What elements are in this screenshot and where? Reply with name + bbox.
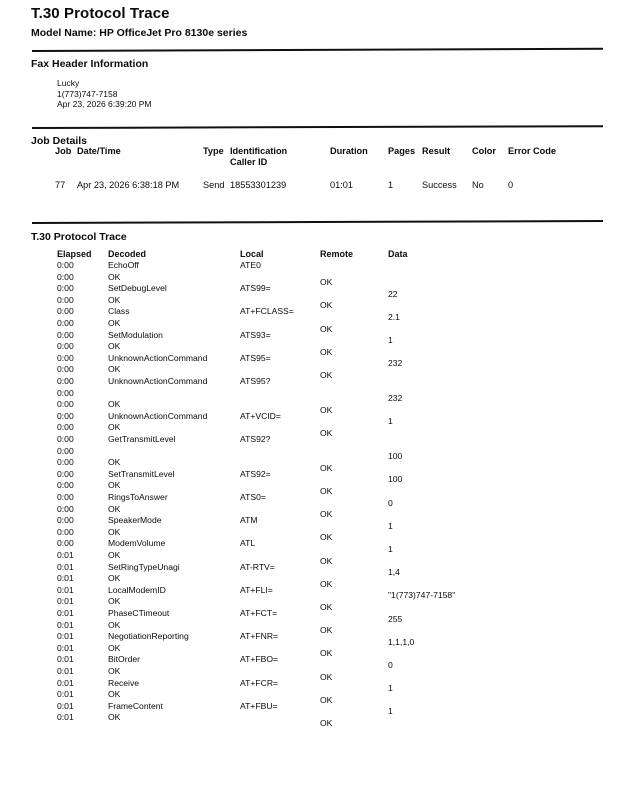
job-row-duration: 01:01 <box>330 180 353 190</box>
trace-cell-data: 232 <box>388 393 403 404</box>
trace-cell-data: 1,1,1,0 <box>388 636 415 647</box>
trace-cell-elapsed: 0:01 <box>57 677 74 688</box>
job-row-pages: 1 <box>388 180 394 190</box>
fax-header-name: Lucky <box>57 78 80 88</box>
page-title: T.30 Protocol Trace <box>31 5 170 22</box>
fax-header-heading: Fax Header Information <box>31 58 149 70</box>
job-row-result: Success <box>422 180 457 190</box>
trace-cell-data: 2.1 <box>388 311 400 322</box>
divider-top <box>32 48 603 52</box>
trace-cell-elapsed: 0:00 <box>57 538 74 549</box>
trace-cell-decoded: OK <box>108 642 121 653</box>
trace-cell-decoded: SetRingTypeUnagi <box>108 561 180 572</box>
trace-cell-elapsed: 0:00 <box>57 492 74 502</box>
trace-cell-elapsed: 0:01 <box>57 584 74 595</box>
trace-cell-local: AT+FCR= <box>240 677 279 688</box>
trace-cell-data: 232 <box>388 358 403 369</box>
trace-cell-decoded: OK <box>108 364 121 375</box>
trace-row <box>0 666 635 682</box>
trace-cell-elapsed: 0:01 <box>57 608 74 618</box>
trace-cell-local: ATS92= <box>240 468 271 479</box>
column-header-color: Color <box>472 146 496 156</box>
trace-cell-decoded: OK <box>108 712 121 723</box>
trace-row <box>0 503 635 520</box>
trace-cell-decoded: SetTransmitLevel <box>108 468 175 479</box>
trace-cell-remote: OK <box>320 532 333 543</box>
trace-cell-decoded: BitOrder <box>108 654 140 665</box>
trace-cell-local: ATS95? <box>240 376 271 386</box>
trace-cell-elapsed: 0:00 <box>57 260 74 270</box>
trace-column-header-data: Data <box>388 249 408 259</box>
trace-cell-decoded: NegotiationReporting <box>108 631 189 642</box>
trace-cell-elapsed: 0:01 <box>57 654 74 665</box>
trace-cell-decoded: OK <box>108 399 121 410</box>
trace-cell-remote: OK <box>320 369 333 380</box>
trace-row <box>0 550 635 566</box>
trace-row <box>0 584 635 601</box>
column-header-datetime: Date/Time <box>77 146 121 156</box>
column-header-identification: Identification <box>230 146 288 156</box>
job-row-type: Send <box>203 180 225 190</box>
trace-cell-local: ATS93= <box>240 329 271 340</box>
trace-cell-decoded: PhaseCTimeout <box>108 608 170 618</box>
column-header-pages: Pages <box>388 146 416 156</box>
trace-cell-elapsed: 0:00 <box>57 422 74 433</box>
trace-cell-elapsed: 0:01 <box>57 712 74 723</box>
trace-row <box>0 294 635 311</box>
trace-cell-decoded: UnknownActionCommand <box>108 352 208 363</box>
divider-middle <box>32 125 603 129</box>
trace-cell-decoded: GetTransmitLevel <box>108 434 176 444</box>
job-row-color: No <box>472 180 484 190</box>
trace-row <box>0 271 635 288</box>
trace-cell-data: 100 <box>388 474 403 485</box>
trace-cell-local: ATS95= <box>240 352 271 363</box>
trace-cell-data: 1 <box>388 683 393 694</box>
trace-cell-decoded: UnknownActionCommand <box>108 376 208 386</box>
trace-row <box>0 283 635 299</box>
fax-header-block <box>57 78 152 110</box>
divider-bottom <box>32 220 603 224</box>
trace-row <box>0 387 635 404</box>
trace-row <box>0 422 635 438</box>
trace-cell-elapsed: 0:00 <box>57 341 74 352</box>
trace-cell-local: AT+FBO= <box>240 654 279 665</box>
trace-row <box>0 306 635 322</box>
column-header-result: Result <box>422 146 451 156</box>
trace-cell-elapsed: 0:01 <box>57 619 74 630</box>
trace-row <box>0 352 635 369</box>
trace-cell-elapsed: 0:01 <box>57 689 74 700</box>
trace-column-header-local: Local <box>240 249 264 259</box>
trace-column-header-remote: Remote <box>320 249 354 259</box>
trace-cell-data: 1 <box>388 543 393 554</box>
trace-cell-local: AT+VCID= <box>240 410 281 421</box>
trace-cell-elapsed: 0:00 <box>57 468 74 479</box>
trace-cell-local: AT+FCLASS= <box>240 306 294 317</box>
trace-cell-elapsed: 0:01 <box>57 666 74 676</box>
trace-cell-elapsed: 0:01 <box>57 573 74 584</box>
trace-row <box>0 700 635 717</box>
trace-cell-decoded: SpeakerMode <box>108 515 162 526</box>
trace-cell-remote: OK <box>320 578 333 589</box>
trace-cell-elapsed: 0:01 <box>57 561 74 572</box>
trace-row <box>0 712 635 728</box>
trace-cell-remote: OK <box>320 485 333 496</box>
trace-cell-remote: OK <box>320 404 333 415</box>
trace-row <box>0 677 635 694</box>
trace-cell-remote: OK <box>320 671 333 682</box>
trace-column-header-decoded: Decoded <box>108 249 147 259</box>
trace-cell-local: ATS92? <box>240 434 271 444</box>
trace-row <box>0 434 635 446</box>
trace-cell-decoded: LocalModemID <box>108 584 166 595</box>
trace-cell-data: 1 <box>388 416 393 427</box>
fax-header-datetime: Apr 23, 2026 6:39:20 PM <box>57 99 152 109</box>
trace-cell-elapsed: 0:00 <box>57 387 74 398</box>
trace-cell-elapsed: 0:00 <box>57 434 74 444</box>
trace-row <box>0 410 635 427</box>
trace-cell-local: ATM <box>240 515 258 526</box>
trace-row <box>0 445 635 462</box>
job-row-identification: 18553301239 <box>230 180 287 190</box>
trace-cell-decoded: OK <box>108 550 121 560</box>
trace-cell-elapsed: 0:00 <box>57 410 74 421</box>
trace-cell-data: 255 <box>388 613 403 624</box>
trace-row <box>0 608 635 624</box>
trace-cell-elapsed: 0:00 <box>57 445 74 456</box>
trace-cell-remote: OK <box>320 601 333 612</box>
trace-cell-elapsed: 0:01 <box>57 550 74 560</box>
trace-row <box>0 642 635 659</box>
trace-cell-decoded: OK <box>108 480 121 491</box>
trace-cell-decoded: OK <box>108 318 121 328</box>
trace-cell-elapsed: 0:00 <box>57 329 74 340</box>
trace-cell-local: AT+FCT= <box>240 608 278 618</box>
trace-cell-elapsed: 0:00 <box>57 480 74 491</box>
trace-row <box>0 376 635 388</box>
trace-cell-local: AT+FBU= <box>240 700 278 711</box>
trace-cell-decoded: UnknownActionCommand <box>108 410 208 421</box>
trace-row <box>0 329 635 346</box>
trace-cell-decoded: OK <box>108 294 121 305</box>
trace-cell-elapsed: 0:01 <box>57 700 74 711</box>
trace-cell-decoded: OK <box>108 271 121 282</box>
trace-cell-decoded: OK <box>108 596 121 607</box>
trace-row <box>0 399 635 415</box>
trace-cell-elapsed: 0:00 <box>57 271 74 282</box>
trace-row <box>0 538 635 554</box>
trace-cell-decoded: OK <box>108 619 121 630</box>
trace-cell-decoded: SetDebugLevel <box>108 283 167 294</box>
trace-cell-elapsed: 0:00 <box>57 526 74 537</box>
trace-row <box>0 260 635 272</box>
trace-cell-remote: OK <box>320 717 333 728</box>
trace-cell-elapsed: 0:00 <box>57 294 74 305</box>
trace-cell-remote: OK <box>320 277 333 288</box>
trace-cell-data: 1,4 <box>388 567 400 578</box>
trace-cell-decoded: OK <box>108 503 121 514</box>
trace-cell-decoded: EchoOff <box>108 260 139 270</box>
trace-cell-local: ATL <box>240 538 256 549</box>
trace-row <box>0 619 635 636</box>
trace-cell-decoded: Receive <box>108 677 140 688</box>
trace-row <box>0 573 635 589</box>
trace-cell-data: 100 <box>388 451 403 462</box>
trace-cell-remote: OK <box>320 509 333 520</box>
trace-cell-data: 1 <box>388 335 393 346</box>
trace-row <box>0 492 635 508</box>
trace-row <box>0 561 635 578</box>
column-header-duration: Duration <box>330 146 368 156</box>
trace-cell-local: ATS99= <box>240 283 271 294</box>
trace-cell-elapsed: 0:00 <box>57 283 74 294</box>
trace-cell-decoded: OK <box>108 457 121 468</box>
trace-row <box>0 654 635 670</box>
fax-header-phone: 1(773)747-7158 <box>57 88 118 99</box>
trace-row <box>0 515 635 531</box>
trace-row <box>0 689 635 705</box>
trace-cell-elapsed: 0:00 <box>57 306 74 317</box>
trace-cell-data: 0 <box>388 659 393 670</box>
trace-cell-remote: OK <box>320 427 333 438</box>
job-row-error-code: 0 <box>508 180 514 190</box>
trace-row <box>0 596 635 612</box>
trace-cell-local: AT+FLI= <box>240 584 273 595</box>
trace-cell-elapsed: 0:00 <box>57 364 74 375</box>
trace-cell-elapsed: 0:00 <box>57 376 74 386</box>
trace-row <box>0 631 635 647</box>
trace-column-header-elapsed: Elapsed <box>57 249 92 259</box>
trace-row <box>0 526 635 543</box>
model-name-label: Model Name: HP OfficeJet Pro 8130e series <box>31 27 248 39</box>
column-header-caller-id: Caller ID <box>230 157 268 167</box>
trace-cell-decoded: RingsToAnswer <box>108 492 168 502</box>
trace-row <box>0 341 635 357</box>
job-row-datetime: Apr 23, 2026 6:38:18 PM <box>77 180 180 190</box>
trace-cell-decoded: Class <box>108 306 130 317</box>
trace-cell-decoded: OK <box>108 422 121 433</box>
trace-cell-data: "1(773)747-7158" <box>388 590 456 601</box>
trace-cell-elapsed: 0:00 <box>57 515 74 526</box>
trace-row <box>0 457 635 473</box>
trace-row <box>0 364 635 380</box>
trace-heading: T.30 Protocol Trace <box>31 231 127 243</box>
trace-cell-remote: OK <box>320 323 333 334</box>
trace-cell-decoded: ModemVolume <box>108 538 166 549</box>
trace-cell-decoded: OK <box>108 573 121 584</box>
trace-cell-decoded: OK <box>108 526 121 537</box>
trace-cell-elapsed: 0:00 <box>57 457 74 468</box>
trace-cell-elapsed: 0:00 <box>57 352 74 363</box>
trace-row <box>0 468 635 485</box>
trace-cell-remote: OK <box>320 625 333 636</box>
trace-cell-remote: OK <box>320 694 333 705</box>
trace-cell-decoded: SetModulation <box>108 329 163 340</box>
trace-cell-decoded: OK <box>108 689 121 700</box>
trace-cell-remote: OK <box>320 346 333 357</box>
trace-cell-elapsed: 0:00 <box>57 318 74 328</box>
trace-cell-remote: OK <box>320 300 333 311</box>
trace-cell-decoded: FrameContent <box>108 700 163 711</box>
trace-row <box>0 318 635 334</box>
job-details-heading: Job Details <box>31 135 88 147</box>
trace-cell-decoded: OK <box>108 666 121 676</box>
trace-cell-data: 22 <box>388 288 398 299</box>
trace-cell-local: ATE0 <box>240 260 261 270</box>
trace-cell-remote: OK <box>320 462 333 473</box>
column-header-job: Job <box>55 146 72 156</box>
column-header-type: Type <box>203 146 224 156</box>
trace-cell-elapsed: 0:00 <box>57 399 74 410</box>
trace-cell-decoded: OK <box>108 341 121 352</box>
trace-cell-remote: OK <box>320 648 333 659</box>
trace-cell-elapsed: 0:00 <box>57 503 74 514</box>
trace-cell-elapsed: 0:01 <box>57 631 74 642</box>
trace-cell-elapsed: 0:01 <box>57 596 74 607</box>
trace-row <box>0 480 635 496</box>
trace-cell-local: AT-RTV= <box>240 561 275 572</box>
trace-cell-remote: OK <box>320 555 333 566</box>
column-header-error-code: Error Code <box>508 146 556 156</box>
trace-cell-data: 1 <box>388 520 393 531</box>
trace-cell-local: AT+FNR= <box>240 631 279 642</box>
trace-cell-data: 1 <box>388 706 393 717</box>
trace-cell-local: ATS0= <box>240 492 266 502</box>
trace-cell-elapsed: 0:01 <box>57 642 74 653</box>
job-row-job: 77 <box>55 180 66 190</box>
trace-cell-data: 0 <box>388 497 393 508</box>
